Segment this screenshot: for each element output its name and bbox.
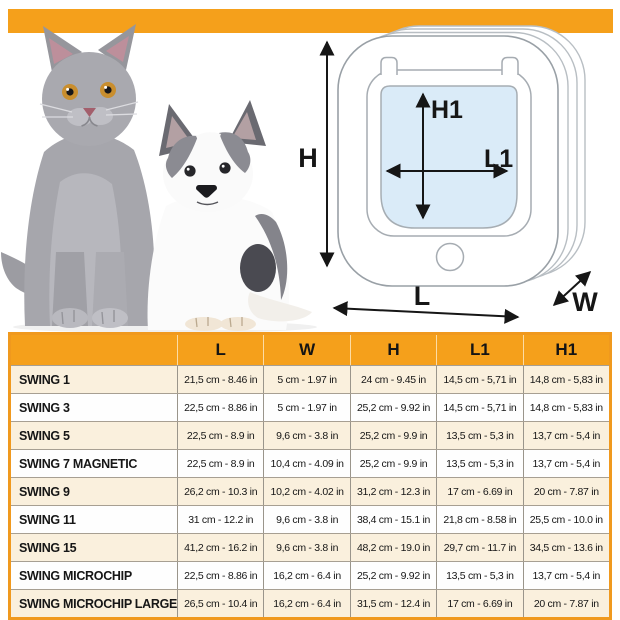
cat-illustration (1, 24, 155, 328)
size-table (8, 332, 612, 620)
dimension-cell: 9,6 cm - 3.8 in (263, 534, 349, 561)
dimension-cell: 31 cm - 12.2 in (177, 506, 263, 533)
dimension-cell: 13,5 cm - 5,3 in (436, 562, 522, 589)
model-name-cell: SWING 5 (19, 428, 70, 443)
dimension-cell: 22,5 cm - 8.9 in (177, 450, 263, 477)
flap-hinge-tab-right (502, 58, 518, 76)
dimension-cell: 25,2 cm - 9.9 in (350, 422, 436, 449)
dimension-cell: 16,2 cm - 6.4 in (263, 590, 349, 617)
l-label: L (413, 281, 431, 311)
dimension-cell: 41,2 cm - 16.2 in (177, 534, 263, 561)
dimension-cell: 31,5 cm - 12.4 in (350, 590, 436, 617)
dimension-cell: 25,5 cm - 10.0 in (523, 506, 609, 533)
dimension-cell: 31,2 cm - 12.3 in (350, 478, 436, 505)
dimension-cell: 21,5 cm - 8.46 in (177, 366, 263, 393)
dimension-cell: 14,5 cm - 5,71 in (436, 394, 522, 421)
table-row (11, 505, 609, 533)
table-row (11, 561, 609, 589)
dimension-cell: 14,8 cm - 5,83 in (523, 366, 609, 393)
dimension-cell: 10,4 cm - 4.09 in (263, 450, 349, 477)
table-row (11, 533, 609, 561)
dimension-cell: 22,5 cm - 8.86 in (177, 394, 263, 421)
flap-hinge-tab-left (381, 58, 397, 76)
dimension-cell: 20 cm - 7.87 in (523, 478, 609, 505)
dimension-cell: 25,2 cm - 9.92 in (350, 562, 436, 589)
header-l1: L1 (436, 335, 522, 365)
dimension-cell: 34,5 cm - 13.6 in (523, 534, 609, 561)
model-name-cell: SWING 3 (19, 400, 70, 415)
dimension-cell: 29,7 cm - 11.7 in (436, 534, 522, 561)
dimension-cell: 9,6 cm - 3.8 in (263, 422, 349, 449)
header-h: H (350, 335, 436, 365)
header-w: W (263, 335, 349, 365)
table-row (11, 449, 609, 477)
model-name-cell: SWING 15 (19, 540, 77, 555)
dimension-cell: 13,7 cm - 5,4 in (523, 422, 609, 449)
dimension-cell: 5 cm - 1.97 in (263, 366, 349, 393)
dimension-cell: 14,5 cm - 5,71 in (436, 366, 522, 393)
dimension-cell: 22,5 cm - 8.9 in (177, 422, 263, 449)
table-row (11, 477, 609, 505)
dimension-cell: 24 cm - 9.45 in (350, 366, 436, 393)
model-name-cell: SWING 9 (19, 484, 70, 499)
dimension-cell: 26,2 cm - 10.3 in (177, 478, 263, 505)
h-label: H (298, 143, 318, 173)
h1-label: H1 (431, 96, 463, 124)
dimension-cell: 14,8 cm - 5,83 in (523, 394, 609, 421)
table-header-row (11, 335, 609, 366)
model-name-cell: SWING MICROCHIP (19, 568, 132, 583)
header-h1: H1 (523, 335, 609, 365)
dimension-cell: 10,2 cm - 4.02 in (263, 478, 349, 505)
dimension-cell: 25,2 cm - 9.92 in (350, 394, 436, 421)
dimension-cell: 17 cm - 6.69 in (436, 478, 522, 505)
dimension-cell: 5 cm - 1.97 in (263, 394, 349, 421)
dimension-cell: 26,5 cm - 10.4 in (177, 590, 263, 617)
w-label: W (572, 287, 598, 317)
dimension-cell: 16,2 cm - 6.4 in (263, 562, 349, 589)
pet-door-diagram (338, 26, 585, 286)
dimension-cell: 13,5 cm - 5,3 in (436, 422, 522, 449)
table-row (11, 421, 609, 449)
model-name-cell: SWING 7 MAGNETIC (19, 456, 138, 471)
model-name-cell: SWING 11 (19, 512, 76, 527)
header-model-column (11, 335, 177, 365)
dimension-cell: 9,6 cm - 3.8 in (263, 506, 349, 533)
l1-label: L1 (484, 145, 514, 173)
dimension-cell: 17 cm - 6.69 in (436, 590, 522, 617)
lock-knob (437, 244, 464, 271)
dimension-cell: 38,4 cm - 15.1 in (350, 506, 436, 533)
dimension-cell: 22,5 cm - 8.86 in (177, 562, 263, 589)
table-row (11, 393, 609, 421)
dimension-cell: 13,7 cm - 5,4 in (523, 562, 609, 589)
dimension-cell: 13,5 cm - 5,3 in (436, 450, 522, 477)
header-l: L (177, 335, 263, 365)
dimension-cell: 48,2 cm - 19.0 in (350, 534, 436, 561)
table-row (11, 589, 609, 617)
dimension-cell: 20 cm - 7.87 in (523, 590, 609, 617)
dimension-cell: 21,8 cm - 8.58 in (436, 506, 522, 533)
table-row (11, 366, 609, 393)
dimension-cell: 13,7 cm - 5,4 in (523, 450, 609, 477)
model-name-cell: SWING MICROCHIP LARGE (19, 596, 178, 611)
model-name-cell: SWING 1 (19, 372, 70, 387)
dimension-cell: 25,2 cm - 9.9 in (350, 450, 436, 477)
dog-illustration (148, 100, 312, 331)
